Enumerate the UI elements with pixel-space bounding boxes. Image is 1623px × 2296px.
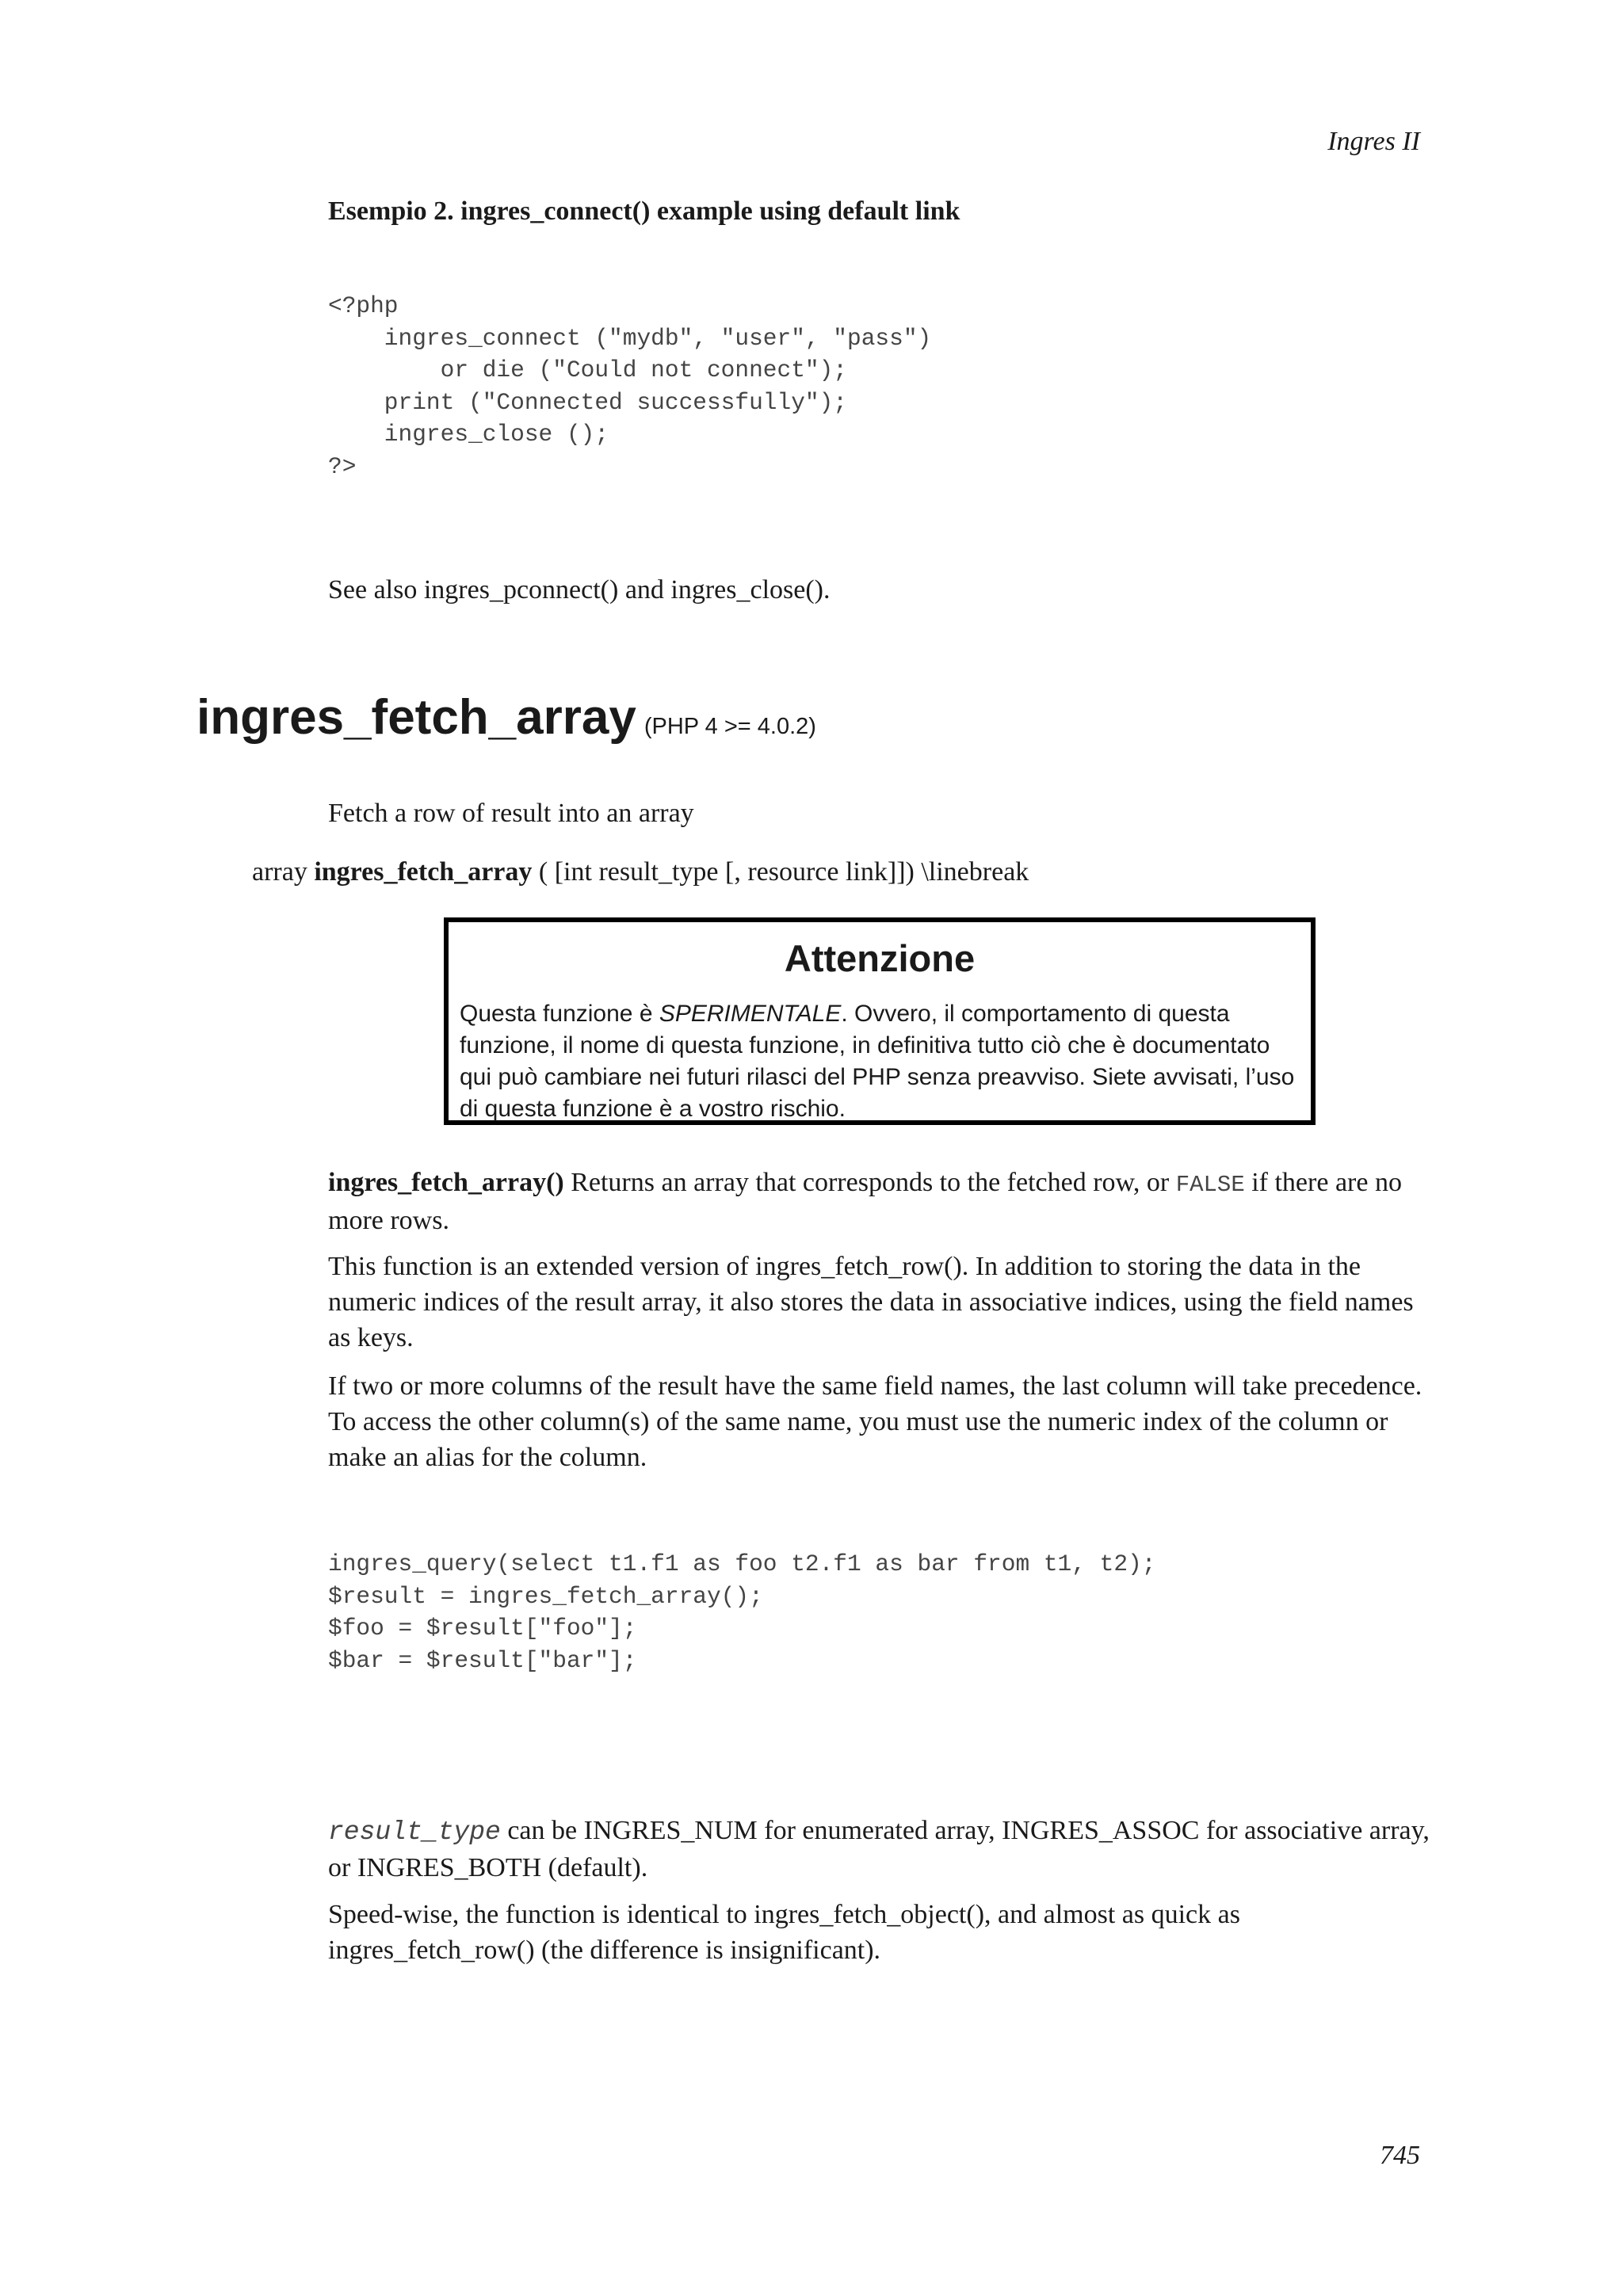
function-purpose: Fetch a row of result into an array — [328, 799, 694, 828]
paragraph-result-type — [328, 1813, 1438, 1886]
warning-text-after: . Ovvero, il comportamento di questa funzione, il nome di questa funzione, in definitiva tutto ciò che è documentato qui può cambiare nei futuri rilasci del PHP senza preavviso. Siete avvisati, l’uso di questa funzione è a vostro rischio. — [460, 1001, 1295, 1122]
example-title: Esempio 2. ingres_connect() example using default link — [328, 196, 960, 226]
paragraph-returns — [328, 1165, 1438, 1238]
returns-text-end: if there are no more rows. — [328, 1168, 1402, 1235]
synopsis-return-type: array — [252, 857, 307, 887]
returns-text-mid: Returns an array that corresponds to the fetched row, or — [563, 1168, 1176, 1197]
warning-text — [460, 998, 1300, 1125]
returns-func-name: ingres_fetch_array() — [328, 1168, 564, 1197]
warning-emphasis: SPERIMENTALE — [659, 1001, 842, 1027]
paragraph-columns: If two or more columns of the result have the same field names, the last column will take precedence. To access the other column(s) of the same name, you must use the numeric index of the column or make an alias for the column. — [328, 1371, 1423, 1472]
refentry-title — [197, 689, 816, 746]
function-synopsis — [252, 857, 1029, 887]
warning-title: Attenzione — [784, 937, 976, 979]
code-example-connect: <?php ingres_connect ("mydb", "user", "pass") or die ("Could not connect"); print ("Connected successfully"); ingres_close (); ?> — [328, 292, 932, 480]
paragraph-extended: This function is an extended version of ingres_fetch_row(). In addition to storing the data in the numeric indices of the result array, it also stores the data in associative indices, using the field names as keys. — [328, 1252, 1414, 1352]
result-type-text: can be INGRES_NUM for enumerated array, INGRES_ASSOC for associative array, or INGRES_BOTH (default). — [328, 1816, 1430, 1882]
warning-text-before: Questa funzione è — [460, 1001, 659, 1027]
warning-box — [444, 917, 1316, 1125]
code-example-fetch-array: ingres_query(select t1.f1 as foo t2.f1 as bar from t1, t2); $result = ingres_fetch_array(); $foo = $result["foo"]; $bar = $result["bar"]; — [328, 1550, 1156, 1674]
synopsis-function-name: ingres_fetch_array — [314, 857, 533, 887]
running-header: Ingres II — [1327, 127, 1420, 156]
paragraph-speed: Speed-wise, the function is identical to ingres_fetch_object(), and almost as quick as ingres_fetch_row() (the difference is insignificant). — [328, 1900, 1240, 1965]
function-version: (PHP 4 >= 4.0.2) — [643, 714, 816, 739]
page-number: 745 — [1380, 2141, 1420, 2170]
false-literal: FALSE — [1175, 1172, 1245, 1198]
result-type-param: result_type — [328, 1817, 501, 1847]
see-also-text: See also ingres_pconnect() and ingres_close(). — [328, 575, 831, 605]
synopsis-params: ( [int result_type [, resource link]]) \linebreak — [538, 857, 1029, 887]
function-name-heading: ingres_fetch_array — [197, 690, 636, 745]
